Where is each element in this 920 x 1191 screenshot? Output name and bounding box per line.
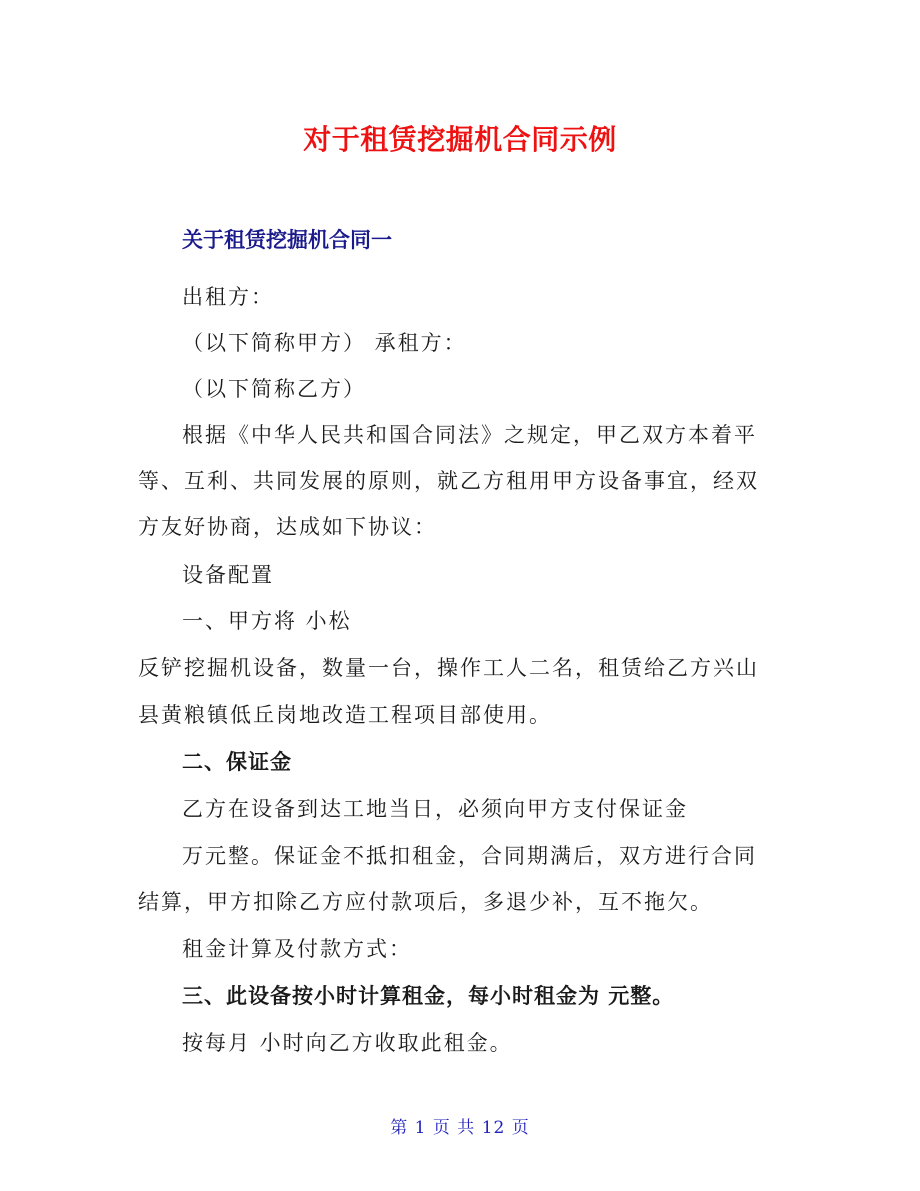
party-a-lessee-line: （以下简称甲方） 承租方： [182, 331, 467, 355]
paragraph-line: 按每月 小时向乙方收取此租金。 [182, 1031, 513, 1055]
clause-one-line: 一、甲方将 小松 [182, 609, 352, 633]
rent-heading: 租金计算及付款方式： [182, 937, 412, 961]
lessor-line: 出租方： [182, 285, 274, 309]
paragraph-line: 万元整。保证金不抵扣租金，合同期满后，双方进行合同 [182, 844, 757, 868]
paragraph-line: 等、互利、共同发展的原则，就乙方租用甲方设备事宜，经双 [138, 469, 759, 493]
deposit-heading: 二、保证金 [182, 750, 292, 774]
page-number-footer: 第 1 页 共 12 页 [390, 1118, 530, 1138]
paragraph-line: 方友好协商，达成如下协议： [138, 515, 437, 539]
paragraph-line: 根据《中华人民共和国合同法》之规定，甲乙双方本着平 [182, 423, 757, 447]
section-heading: 关于租赁挖掘机合同一 [182, 228, 392, 252]
paragraph-line: 反铲挖掘机设备，数量一台，操作工人二名，租赁给乙方兴山 [138, 656, 759, 680]
document-title: 对于租赁挖掘机合同示例 [303, 123, 617, 156]
paragraph-line: 结算，甲方扣除乙方应付款项后，多退少补，互不拖欠。 [138, 890, 713, 914]
equipment-heading: 设备配置 [182, 563, 274, 587]
paragraph-line: 县黄粮镇低丘岗地改造工程项目部使用。 [138, 703, 552, 727]
paragraph-line: 乙方在设备到达工地当日，必须向甲方支付保证金 [182, 797, 688, 821]
party-b-line: （以下简称乙方） [182, 377, 366, 401]
clause-three-line: 三、此设备按小时计算租金，每小时租金为 元整。 [182, 984, 675, 1008]
